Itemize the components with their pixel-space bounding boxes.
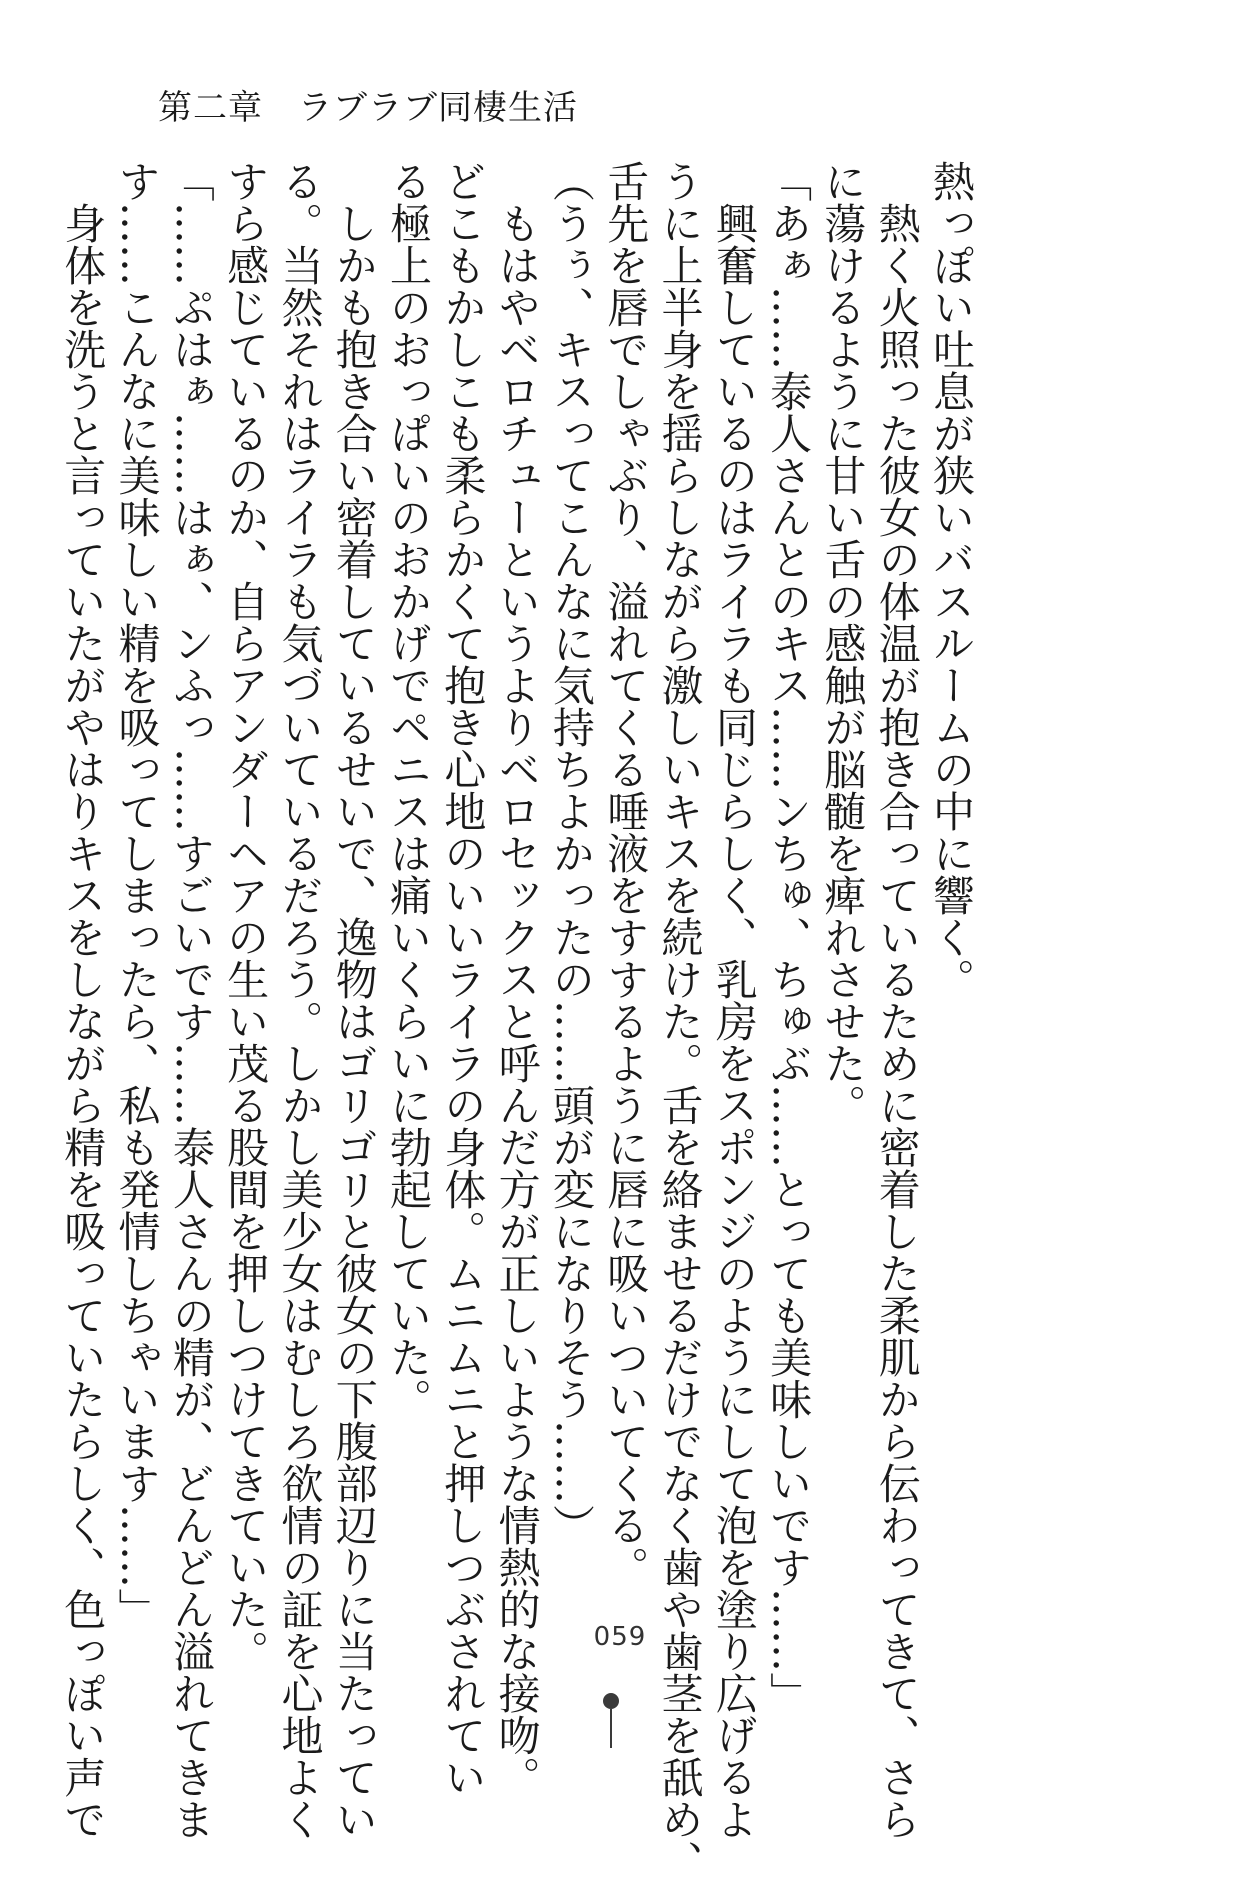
text-line: る極上のおっぱいのおかげでペニスは痛いくらいに勃起していた。 — [384, 160, 434, 1420]
page-marker-line — [610, 1709, 612, 1748]
text-line: もはやベロチューというよりベロセックスと呼んだ方が正しいような情熱的な接吻。 — [492, 160, 542, 1798]
text-line: 興奮しているのはライラも同じらしく、乳房をスポンジのようにして泡を塗り広げるよ — [709, 160, 759, 1840]
text-line: 「あぁ……泰人さんとのキス……ンちゅ、ちゅぶ……とっても美味しいです……」 — [764, 160, 814, 1714]
text-line: 熱く火照った彼女の体温が抱き合っているために密着した柔肌から伝わってきて、さら — [872, 160, 922, 1840]
text-line: 舌先を唇でしゃぶり、溢れてくる唾液をすするように唇に吸いついてくる。 — [601, 160, 651, 1588]
text-line: 熱っぽい吐息が狭いバスルームの中に響く。 — [927, 160, 976, 1000]
text-line: うに上半身を揺らしながら激しいキスを続けた。舌を絡ませるだけでなく歯や歯茎を舐め、 — [655, 160, 705, 1882]
text-line: 身体を洗うと言っていたがやはりキスをしながら精を吸っていたらしく、色っぽい声で — [58, 160, 108, 1840]
text-line: す……こんなに美味しい精を吸ってしまったら、私も発情しちゃいます……」 — [112, 160, 162, 1630]
text-line: すら感じているのか、自らアンダーヘアの生い茂る股間を押しつけてきていた。 — [221, 160, 271, 1672]
page-number: 059 — [593, 1622, 647, 1652]
text-line: 「……ぷはぁ……はぁ、ンふっ……すごいです……泰人さんの精が、どんどん溢れてきま — [166, 160, 216, 1840]
text-line: （うぅ、キスってこんなに気持ちよかったの……頭が変になりそう……） — [546, 160, 596, 1546]
text-line: に蕩けるように甘い舌の感触が脳髄を痺れさせた。 — [818, 160, 868, 1126]
text-line: る。当然それはライラも気づいているだろう。しかし美少女はむしろ欲情の証を心地よく — [275, 160, 325, 1840]
running-header: 第二章 ラブラブ同棲生活 — [158, 88, 578, 128]
text-line: しかも抱き合い密着しているせいで、逸物はゴリゴリと彼女の下腹部辺りに当たってい — [329, 160, 379, 1840]
text-line: どこもかしこも柔らかくて抱き心地のいいライラの身体。ムニムニと押しつぶされてい — [438, 160, 488, 1798]
page-marker-dot — [603, 1693, 619, 1709]
